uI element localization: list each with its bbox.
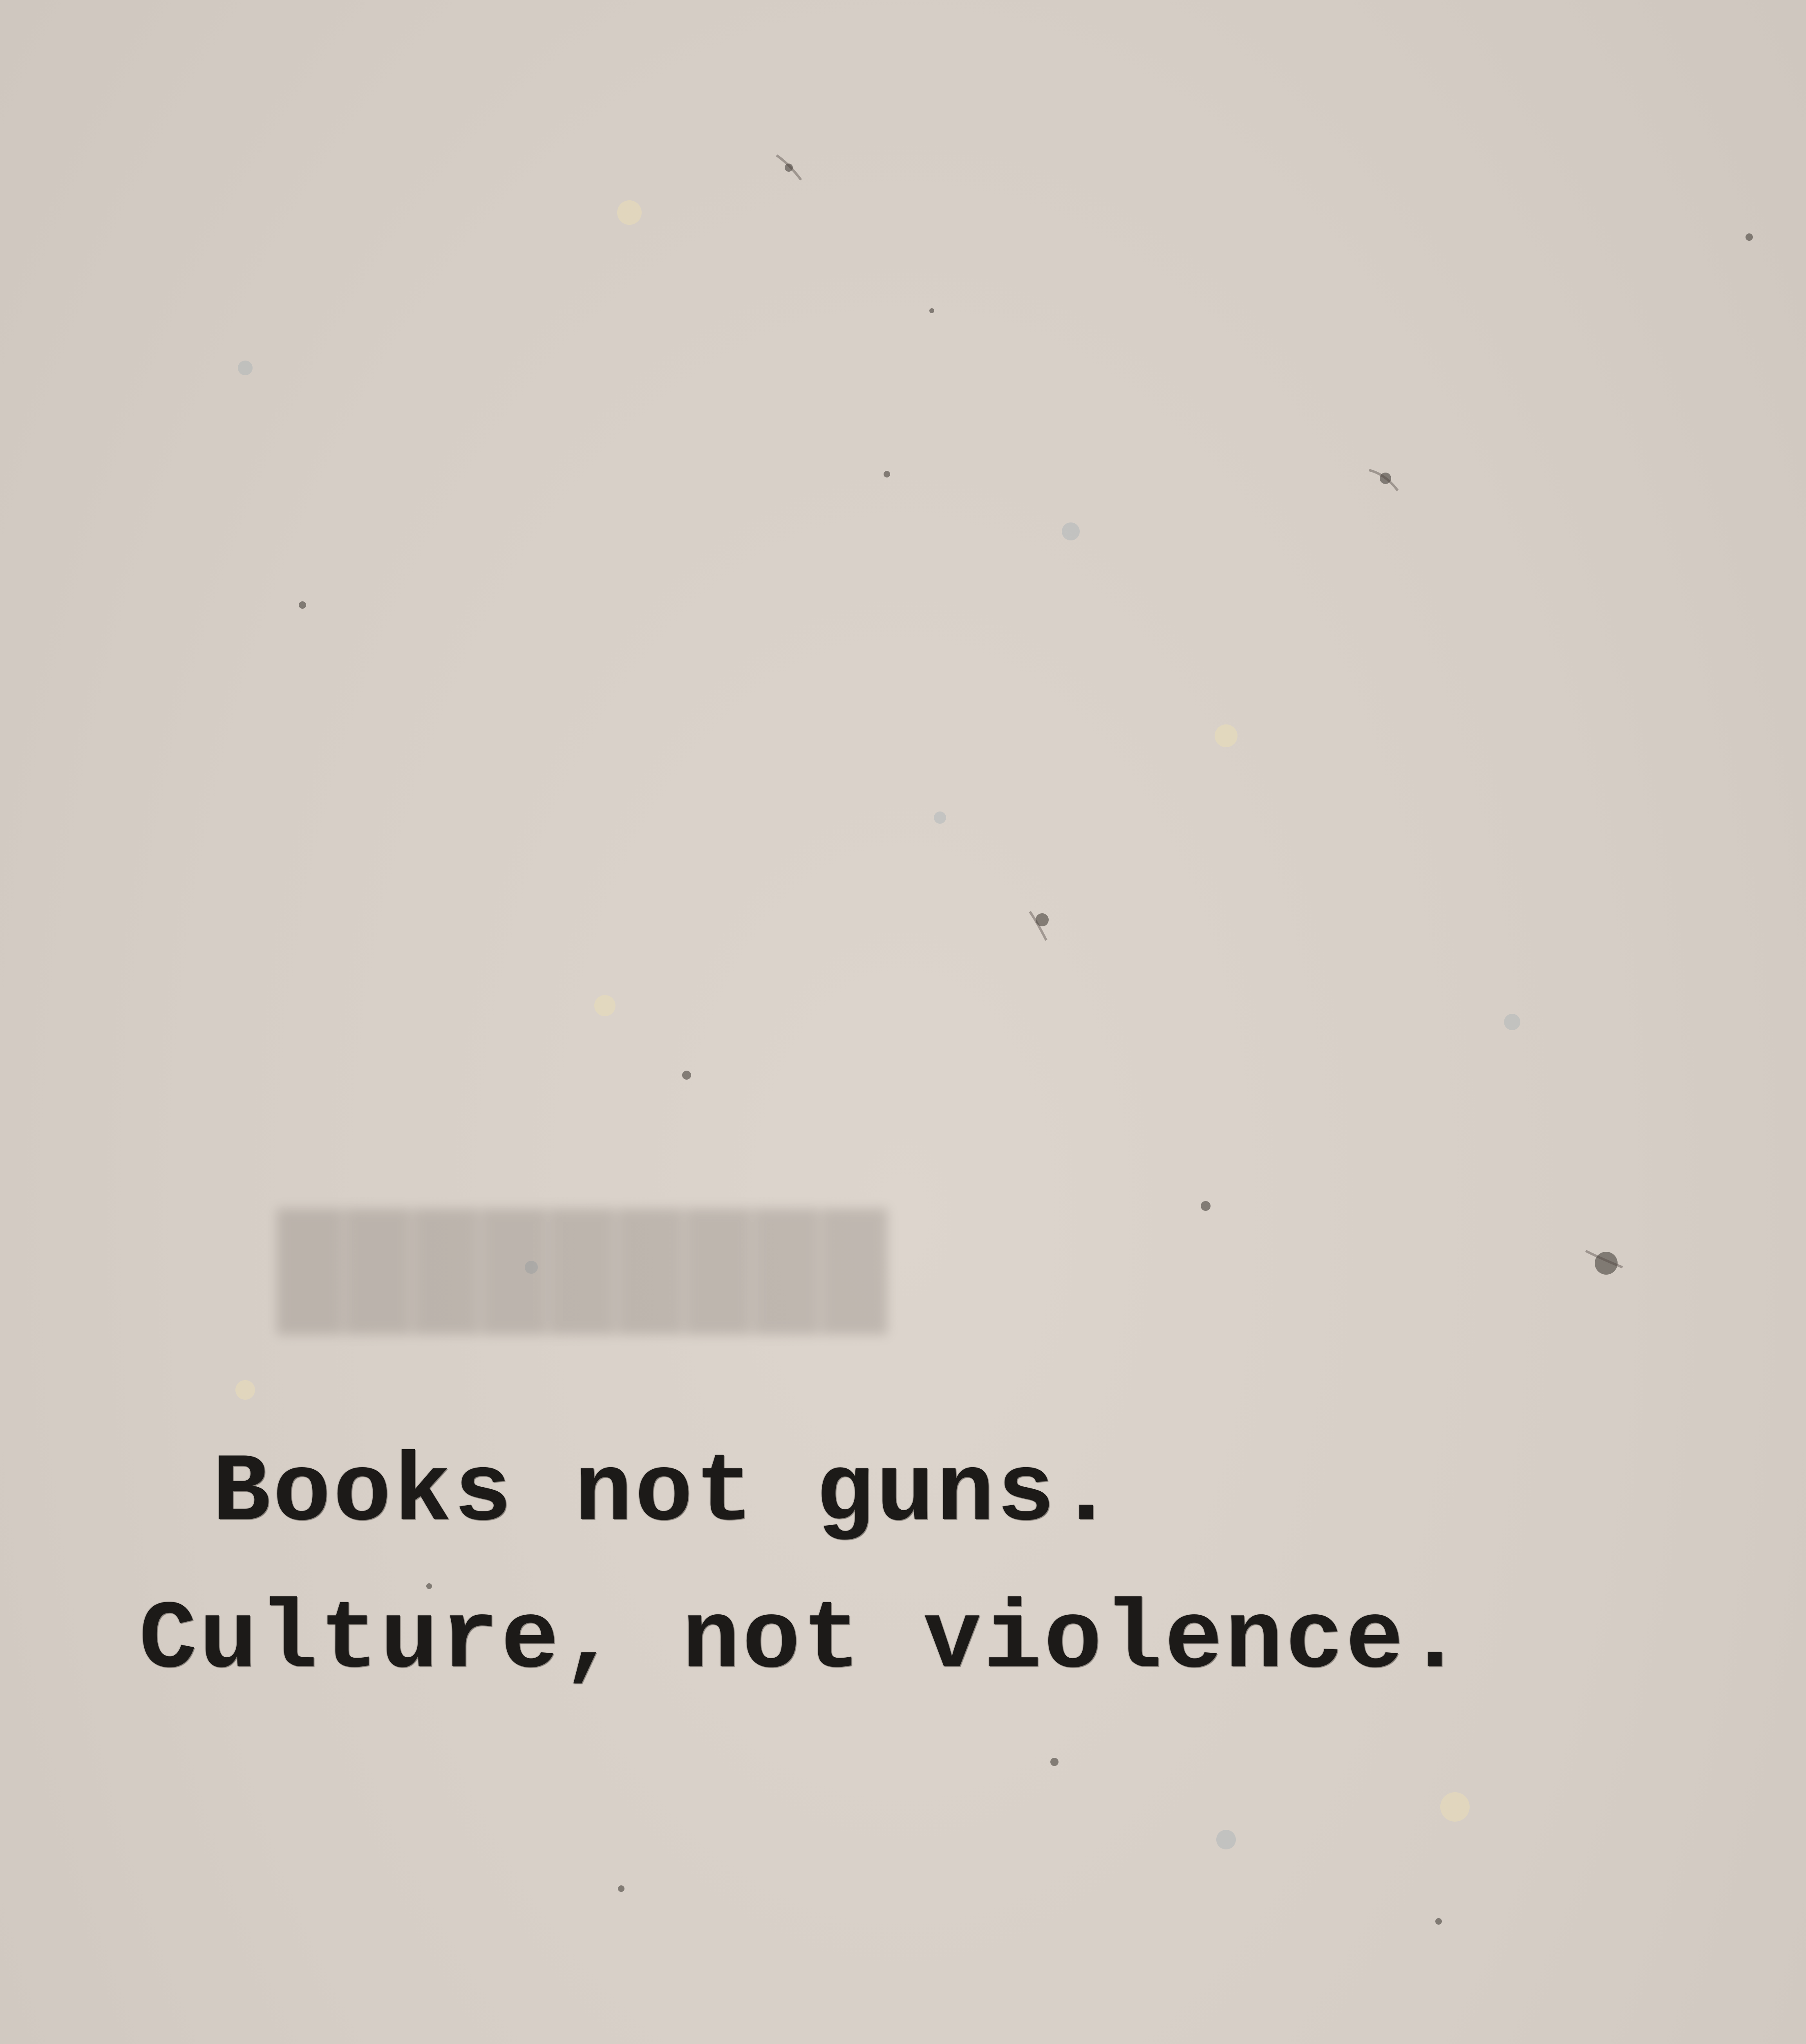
faded-ghost-text: █████████ [278, 1210, 891, 1334]
typed-line-books-not-guns: Books not guns. [213, 1439, 1118, 1548]
typed-line-culture-not-violence: Culture, not violence. [139, 1586, 1466, 1695]
